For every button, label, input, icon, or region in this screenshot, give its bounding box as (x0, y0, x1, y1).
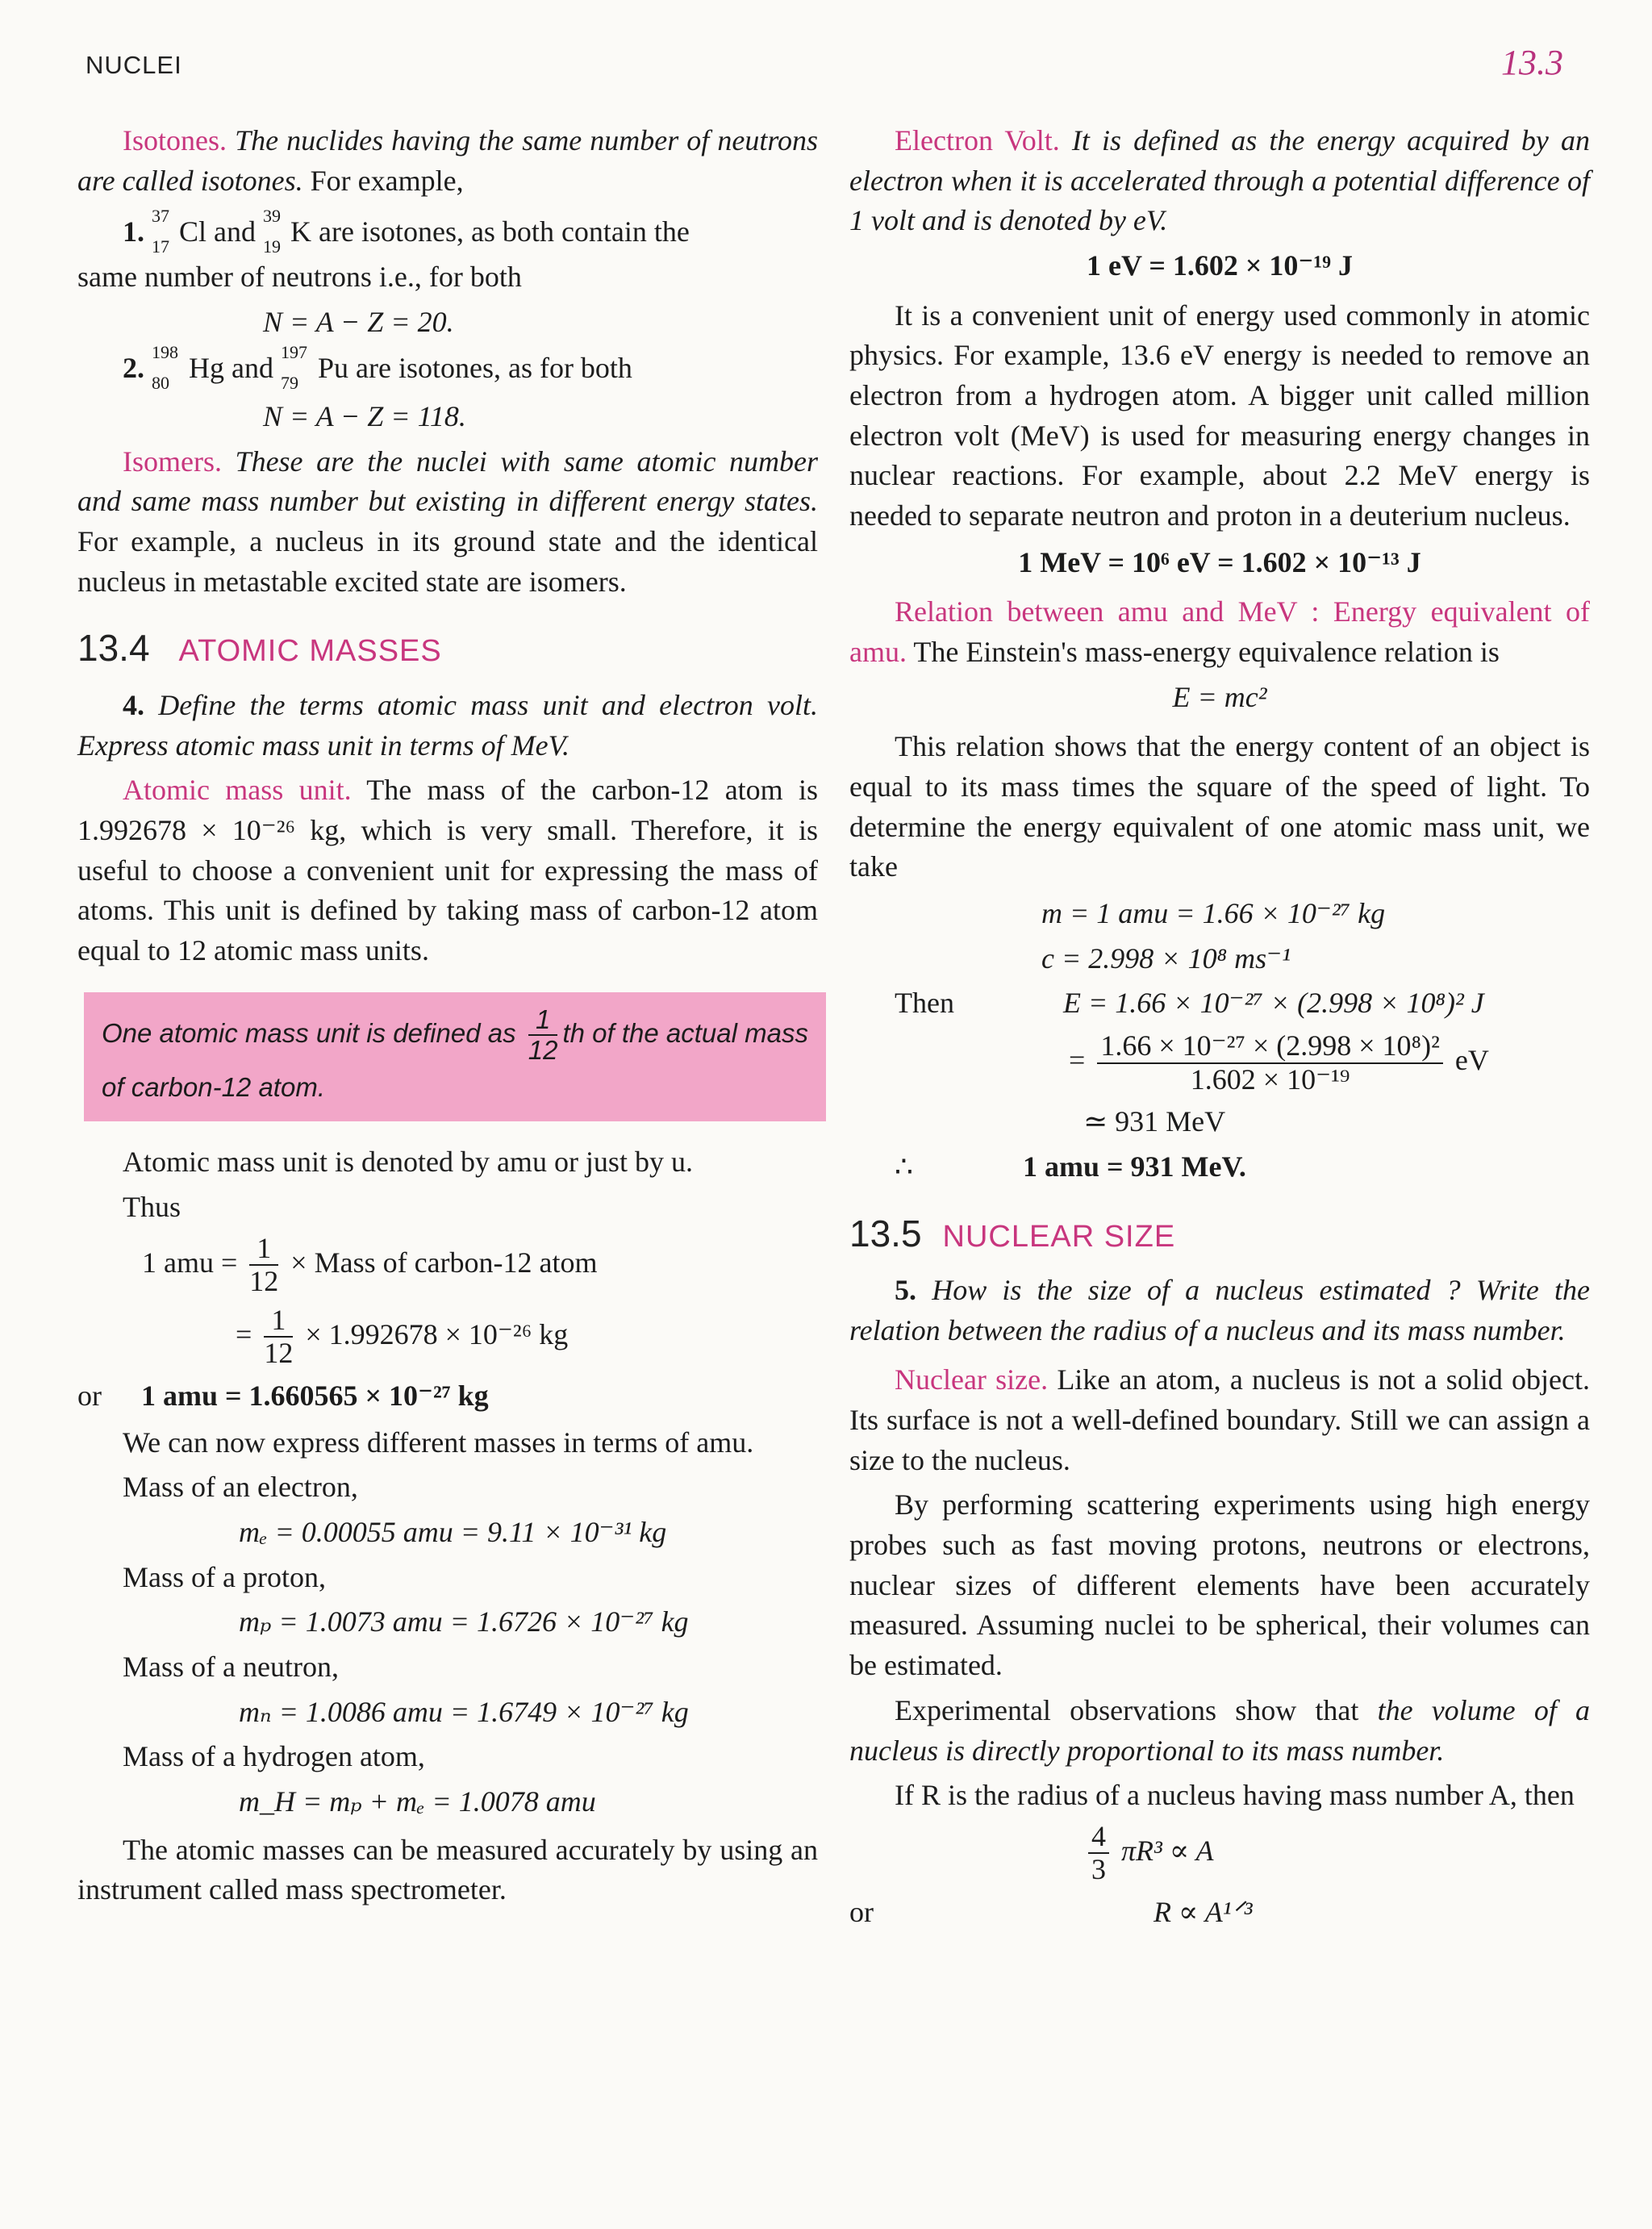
fraction-one-twelfth (528, 1005, 558, 1066)
section-13-5-heading (849, 1208, 1590, 1259)
isotones-tail: For example, (310, 164, 464, 197)
relation-text: The Einstein's mass-energy equivalence relation is (913, 636, 1500, 669)
mass-number: 39 (263, 206, 281, 227)
nuclide-cl (152, 206, 207, 257)
mev-equation: 1 MeV = 10⁶ eV = 1.602 × 10⁻¹³ J (1018, 545, 1421, 578)
emc2-equation: E = mc² (1172, 680, 1267, 713)
isotones-term: Isotones. (123, 124, 227, 157)
shows-paragraph: This relation shows that the energy content of an object is equal to its mass times the square of the speed of light. To determine the energy equivalent of one atomic mass unit, we take (849, 730, 1590, 883)
electron-label: Mass of an electron, (123, 1471, 358, 1504)
numerator: 1 (249, 1233, 278, 1267)
page-number: 13.3 (1501, 43, 1563, 82)
denominator: 12 (528, 1034, 558, 1065)
thus-word: Thus (123, 1190, 181, 1223)
question-text: Define the terms atomic mass unit and electron volt. Express atomic mass unit in terms of MeV. (77, 688, 818, 762)
proton-equation: mₚ = 1.0073 amu = 1.6726 × 10⁻²⁷ kg (239, 1605, 689, 1638)
section-number: 13.4 (77, 627, 150, 670)
energy-equation-1 (849, 983, 1590, 1024)
isotones-definition: The nuclides having the same number of neutrons are called isotones. (77, 124, 819, 197)
ev-paragraph (849, 121, 1590, 241)
section-13-4-heading (77, 623, 818, 674)
spectrometer-paragraph: The atomic masses can be measured accurately by using an instrument called mass spectrometer. (77, 1833, 818, 1906)
isotones-example-1 (123, 206, 818, 257)
hydrogen-equation: m_H = mₚ + mₑ = 1.0078 amu (239, 1785, 596, 1818)
volume-proportionality (849, 1821, 1590, 1886)
nuclear-size-text: Like an atom, a nucleus is not a solid object. Its surface is not a well-defined boundary. Still we can assign a size to the nucleus. (849, 1363, 1590, 1476)
express-paragraph: We can now express different masses in terms of amu. (123, 1425, 754, 1459)
question-text: How is the size of a nucleus estimated ? Write the relation between the radius of a nucleus and its mass number. (849, 1274, 1591, 1346)
electron-equation: mₑ = 0.00055 amu = 9.11 × 10⁻³¹ kg (239, 1515, 667, 1548)
relation-term: Relation between amu and MeV : Energy equivalent of amu. (849, 595, 1590, 669)
left-column (77, 121, 818, 1915)
or-word: or (849, 1896, 874, 1929)
energy-eq-1: E = 1.66 × 10⁻²⁷ × (2.998 × 10⁸)² J (1063, 987, 1484, 1020)
isomers-definition: These are the nuclei with same atomic number and same mass number but existing in different energy states. (77, 445, 818, 518)
amu-equation-1 (77, 1233, 818, 1298)
nuclide-hg (152, 342, 224, 393)
energy-fraction (1097, 1030, 1443, 1096)
if-r-paragraph: If R is the radius of a nucleus having mass number A, then (895, 1779, 1575, 1812)
ev-definition: It is defined as the energy acquired by an electron when it is accelerated through a potential difference of 1 volt and is denoted by eV. (849, 124, 1591, 237)
fraction (264, 1304, 293, 1370)
eq-sign: = (1069, 1043, 1086, 1076)
experimental-italic: the volume of a nucleus is directly proportional to its mass number. (849, 1693, 1590, 1767)
amu-mev-result (849, 1147, 1590, 1188)
neutron-equation: mₙ = 1.0086 amu = 1.6749 × 10⁻²⁷ kg (239, 1695, 689, 1728)
question-number: 4. (123, 688, 144, 721)
radius-proportionality (849, 1893, 1590, 1933)
example-1-continuation: same number of neutrons i.e., for both (77, 261, 522, 294)
atomic-number: 17 (152, 236, 169, 257)
amu-text: The mass of the carbon-12 atom is 1.992678 × 10⁻²⁶ kg, which is very small. Therefore, it is useful to choose a convenient unit for expressing the mass of atoms. This unit is defined by taking mass of carbon-12 atom equal to 12 atomic mass units. (77, 774, 818, 966)
volume-rhs: πR³ ∝ A (1121, 1834, 1214, 1867)
energy-equation-2 (849, 1030, 1590, 1096)
chapter-header: NUCLEI (86, 51, 182, 79)
result-text: 1 amu = 931 MeV. (1023, 1150, 1246, 1183)
section-number: 13.5 (849, 1212, 922, 1254)
ev-term: Electron Volt. (895, 124, 1060, 157)
eq-rhs: × 1.992678 × 10⁻²⁶ kg (305, 1317, 569, 1350)
atomic-number: 19 (263, 236, 281, 257)
numerator: 1.66 × 10⁻²⁷ × (2.998 × 10⁸)² (1097, 1030, 1443, 1064)
neutron-label: Mass of a neutron, (123, 1651, 339, 1683)
symbol: Hg (189, 352, 224, 385)
eq-rhs: × Mass of carbon-12 atom (290, 1246, 598, 1279)
amu-term: Atomic mass unit. (123, 774, 352, 807)
amu-result: 1 amu = 1.660565 × 10⁻²⁷ kg (141, 1379, 489, 1412)
isotones-example-2 (123, 342, 818, 393)
fraction-four-thirds (1088, 1821, 1109, 1886)
convenient-paragraph: It is a convenient unit of energy used commonly in atomic physics. For example, 13.6 eV energy is needed to remove an electron from a hydrogen atom. A bigger unit called million electron volt (MeV) is used for measuring energy changes in nuclear reactions. For example, about 2.2 MeV energy is needed to separate neutron and proton in a deuterium nucleus. (849, 298, 1590, 532)
ev-equation: 1 eV = 1.602 × 10⁻¹⁹ J (1087, 249, 1353, 282)
example-2-equation: N = A − Z = 118. (263, 400, 466, 433)
amu-equation-2 (77, 1304, 818, 1370)
symbol: K (290, 215, 311, 248)
unit: eV (1454, 1043, 1489, 1076)
proton-label: Mass of a proton, (123, 1560, 326, 1593)
nuclear-size-term: Nuclear size. (895, 1363, 1049, 1396)
question-5 (849, 1271, 1590, 1350)
radius-relation: R ∝ A¹ᐟ³ (1153, 1896, 1253, 1929)
c-equation: c = 2.998 × 10⁸ ms⁻¹ (1041, 941, 1291, 975)
and-word: and (214, 215, 256, 248)
nuclide-k (263, 206, 311, 257)
scattering-paragraph: By performing scattering experiments using high energy probes such as fast moving protons, neutrons or electrons, nuclear sizes of different elements have been accurately measured. Assuming nuclei to be spherical, their volumes can be estimated. (849, 1488, 1590, 1682)
example-1-text: are isotones, as both contain the (319, 215, 690, 248)
example-1-equation: N = A − Z = 20. (263, 305, 454, 338)
amu-denoted: Atomic mass unit is denoted by amu or just by u. (123, 1146, 693, 1179)
question-number: 5. (895, 1274, 916, 1307)
denominator: 12 (249, 1265, 279, 1298)
def-box-pre: One atomic mass unit is defined as (102, 1017, 516, 1048)
or-word: or (77, 1379, 102, 1412)
eq-lhs: = (236, 1317, 252, 1350)
section-title: ATOMIC MASSES (178, 634, 442, 669)
atomic-number: 79 (280, 372, 298, 393)
example-1-number: 1. (123, 215, 144, 248)
denominator: 3 (1091, 1853, 1106, 1886)
example-2-text: are isotones, as for both (356, 352, 632, 385)
mass-number: 198 (152, 342, 178, 363)
numerator: 1 (264, 1304, 293, 1338)
def-box-post: th of the actual mass of carbon-12 atom. (102, 1017, 808, 1103)
denominator: 1.602 × 10⁻¹⁹ (1190, 1062, 1350, 1096)
mass-number: 37 (152, 206, 169, 227)
hydrogen-label: Mass of a hydrogen atom, (123, 1740, 425, 1773)
symbol: Pu (317, 352, 349, 385)
m-equation: m = 1 amu = 1.66 × 10⁻²⁷ kg (1041, 897, 1386, 930)
isomers-term: Isomers. (123, 445, 222, 478)
experimental-paragraph (849, 1691, 1590, 1771)
numerator: 1 (528, 1005, 558, 1036)
relation-paragraph (849, 592, 1590, 672)
mass-number: 197 (280, 342, 307, 363)
numerator: 4 (1088, 1821, 1109, 1855)
nuclide-pu (280, 342, 349, 393)
isotones-paragraph (77, 121, 818, 201)
amu-paragraph (77, 770, 818, 970)
then-word: Then (895, 987, 954, 1020)
right-column (849, 121, 1590, 1939)
fraction (249, 1233, 278, 1298)
section-title: NUCLEAR SIZE (942, 1219, 1176, 1254)
experimental-pre: Experimental observations show that (895, 1693, 1359, 1726)
example-2-number: 2. (123, 352, 144, 385)
and-word: and (232, 352, 273, 385)
nuclear-size-paragraph (849, 1360, 1590, 1480)
question-4 (77, 686, 818, 766)
denominator: 12 (264, 1337, 294, 1370)
amu-equation-result (77, 1376, 818, 1417)
amu-definition-box (84, 992, 826, 1122)
atomic-number: 80 (152, 372, 169, 393)
symbol: Cl (179, 215, 207, 248)
eq-lhs: 1 amu = (142, 1246, 238, 1279)
isomers-tail: For example, a nucleus in its ground state and the identical nucleus in metastable excited state are isomers. (77, 525, 818, 598)
therefore-symbol: ∴ (895, 1150, 913, 1183)
isomers-paragraph (77, 442, 818, 603)
energy-equation-3: ≃ 931 MeV (1083, 1105, 1226, 1138)
